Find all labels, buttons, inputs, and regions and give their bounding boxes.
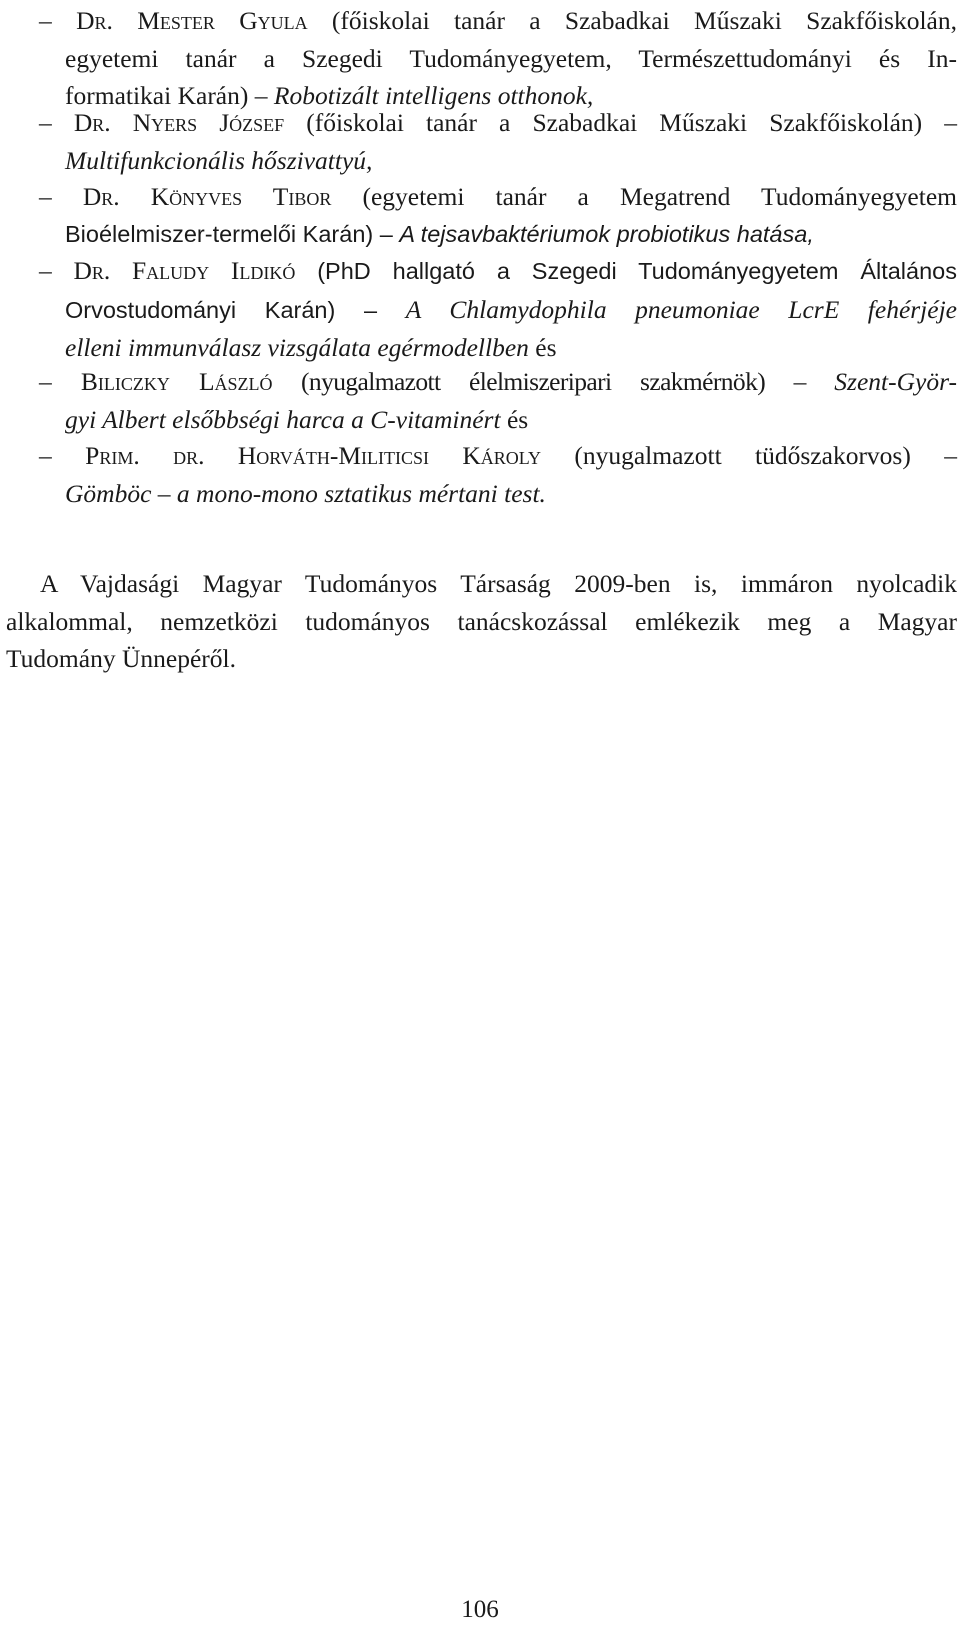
entry-line — [39, 40, 957, 78]
author-affiliation: (PhD hallgató a Szegedi Tudományegyetem Általános — [295, 258, 957, 284]
lecture-title: elleni immunválasz vizsgálata egérmodellben — [65, 333, 529, 362]
author-name: Prim. dr. Horváth-Militicsi Károly — [85, 441, 541, 470]
author-affiliation: (nyugalmazott élelmiszeripari szakmérnök) – — [272, 367, 835, 396]
entry-text: Orvostudományi Karán) – — [65, 296, 406, 323]
entry-line — [39, 104, 957, 142]
entry-dash: – — [39, 108, 52, 137]
paragraph-line: A Vajdasági Magyar Tudományos Társaság 2009-ben is, immáron nyolcadik — [40, 569, 957, 598]
closing-paragraph — [6, 565, 957, 678]
entry-dash: – — [39, 182, 52, 211]
entry-text: egyetemi tanár a Szegedi Tudományegyetem, Természettudományi és In- — [65, 43, 957, 73]
author-name: Dr. Faludy Ildikó — [73, 256, 296, 285]
author-name: Dr. Mester Gyula — [76, 6, 308, 35]
lecture-title: A Chlamydophila pneumoniae LcrE fehérjéje — [405, 294, 957, 324]
list-item — [39, 104, 957, 179]
lecture-title: Robotizált intelligens otthonok, — [273, 81, 594, 110]
list-item — [39, 2, 957, 115]
entry-dash: – — [39, 6, 52, 35]
list-item — [39, 178, 957, 253]
author-affiliation: (nyugalmazott tüdőszakorvos) – — [540, 441, 957, 470]
page-number: 106 — [461, 1596, 499, 1623]
entry-line — [39, 401, 957, 439]
entry-line — [39, 142, 957, 180]
author-affiliation: (főiskolai tanár a Szabadkai Műszaki Szakfőiskolán, — [307, 6, 957, 35]
list-item — [39, 437, 957, 512]
entry-dash: – — [39, 441, 52, 470]
lecture-title: Multifunkcionális hőszivattyú, — [65, 145, 373, 175]
entry-line — [39, 363, 957, 401]
entry-line — [39, 291, 957, 330]
entry-text: és — [500, 404, 529, 434]
lecture-title: gyi Albert elsőbbségi harca a C-vitaminért — [65, 404, 501, 434]
entry-line — [39, 475, 957, 513]
paragraph-line: Tudomány Ünnepéről. — [6, 644, 236, 673]
entry-text: formatikai Karán) – — [65, 81, 274, 110]
entry-line — [39, 252, 957, 291]
entry-dash: – — [39, 256, 52, 285]
author-name: Dr. Nyers József — [73, 108, 285, 137]
entry-line — [39, 178, 957, 216]
entry-dash: – — [39, 367, 52, 396]
author-name: Biliczky László — [80, 367, 273, 396]
author-affiliation: (egyetemi tanár a Megatrend Tudományegyetem — [331, 182, 957, 211]
list-item — [39, 363, 957, 438]
entry-line — [39, 329, 957, 367]
author-affiliation: (főiskolai tanár a Szabadkai Műszaki Szakfőiskolán) – — [284, 108, 957, 137]
author-name: Dr. Könyves Tibor — [82, 182, 332, 211]
entry-text: és — [528, 333, 557, 362]
lecture-title: Gömböc – a mono-mono sztatikus mértani test. — [65, 478, 546, 508]
paragraph-line: alkalommal, nemzetközi tudományos tanácskozással emlékezik meg a Magyar — [6, 606, 957, 636]
list-item — [39, 252, 957, 367]
lecture-title: A tejsavbaktériumok probiotikus hatása, — [399, 220, 814, 247]
entry-line — [39, 437, 957, 475]
entry-line — [39, 2, 957, 40]
entry-text: Bioélelmiszer-termelői Karán) – — [65, 220, 400, 247]
entry-line — [39, 216, 957, 254]
lecture-title: Szent-Györ- — [834, 367, 957, 396]
